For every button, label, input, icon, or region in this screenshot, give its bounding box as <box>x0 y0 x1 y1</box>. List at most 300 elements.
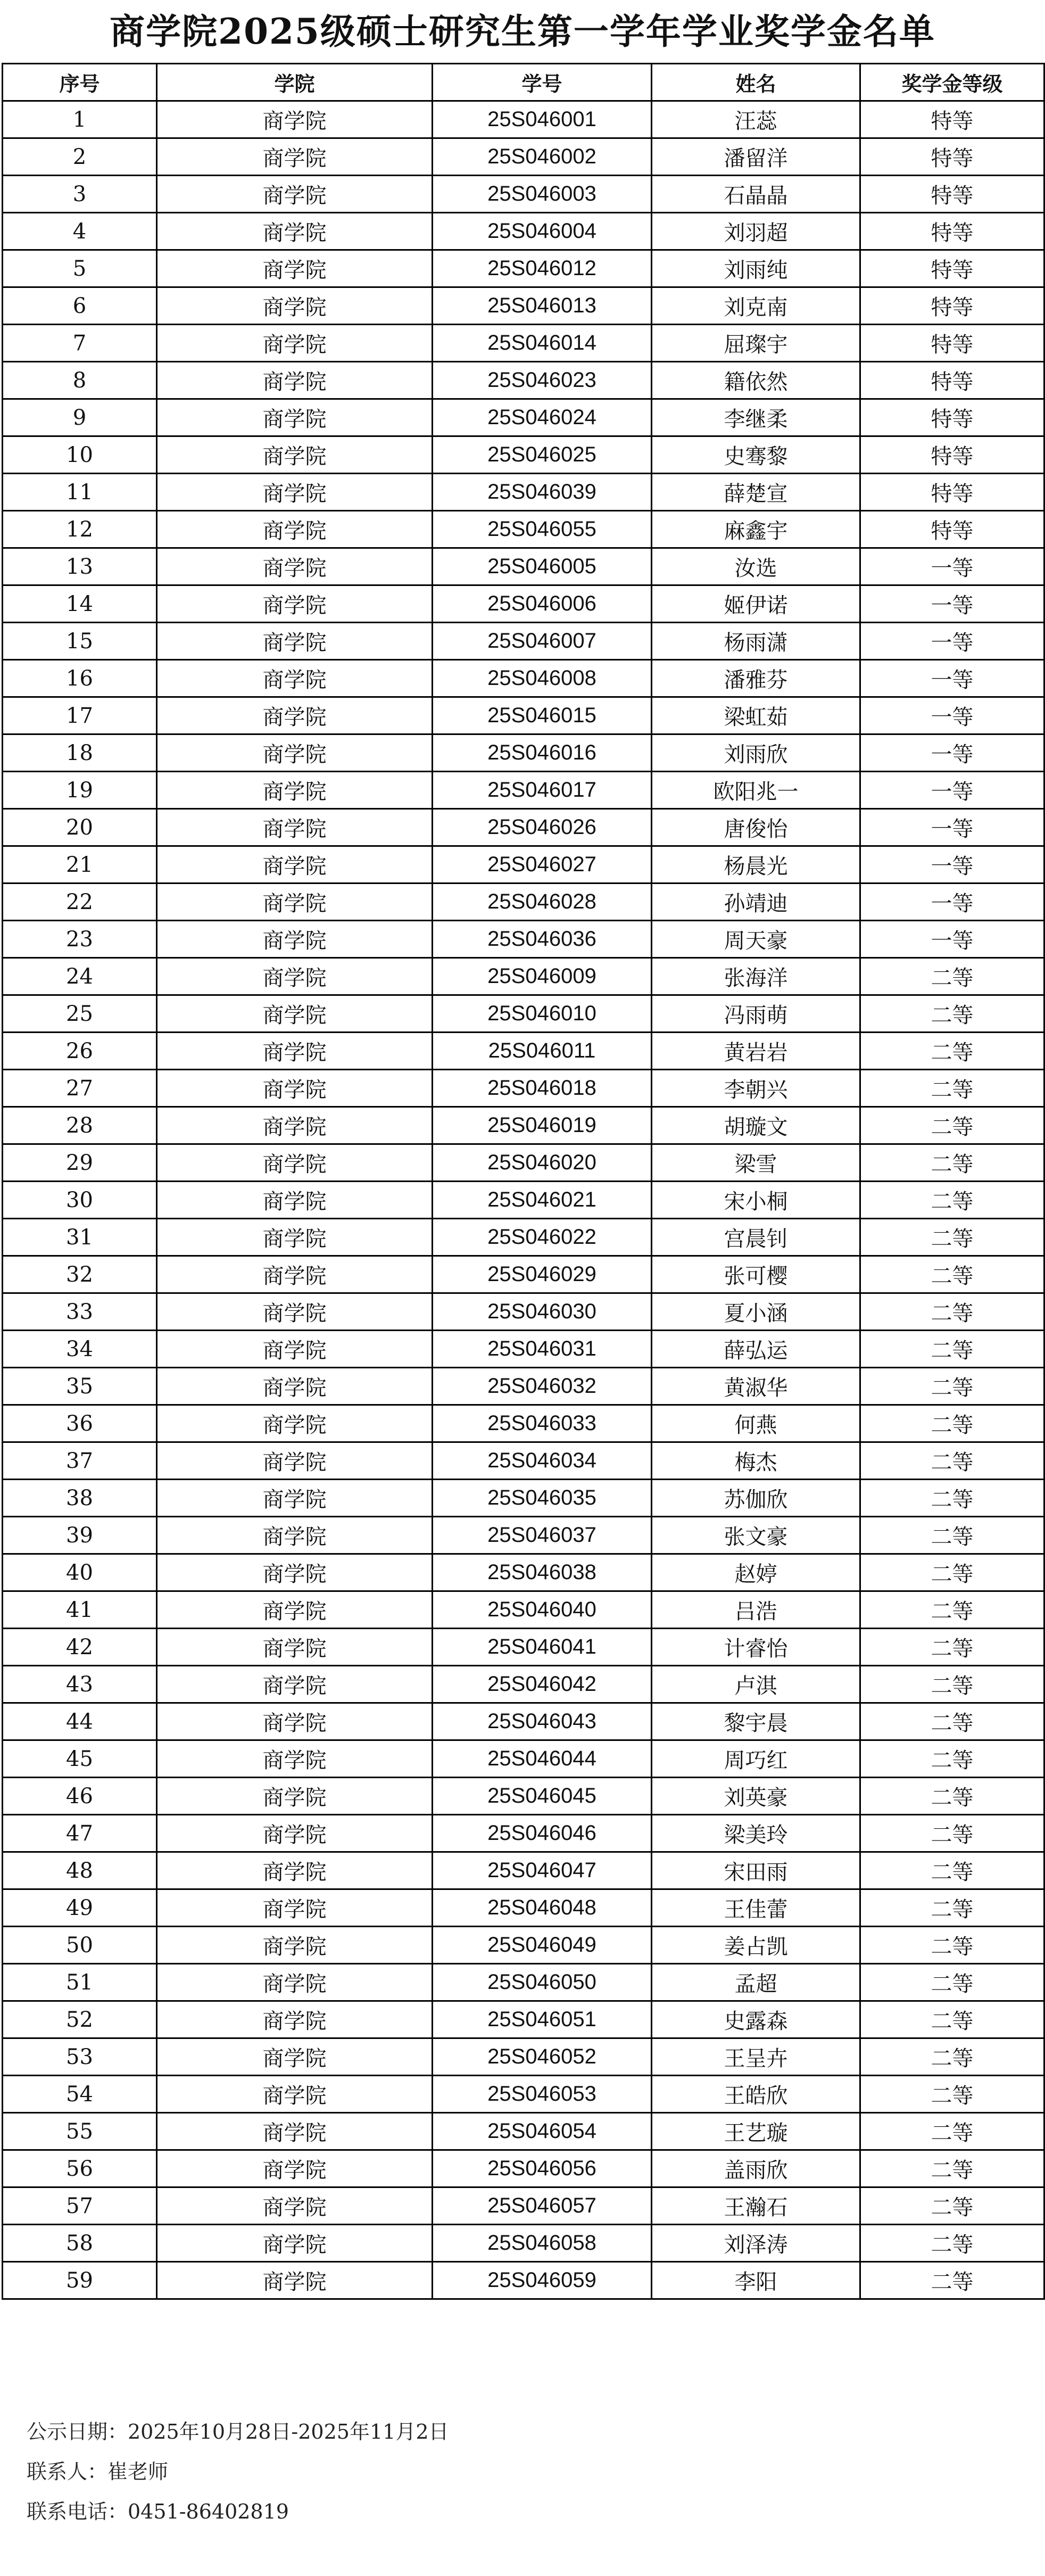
cell-scholarship-level: 特等 <box>860 399 1044 436</box>
table-row <box>3 2076 1044 2113</box>
cell-name: 何燕 <box>652 1405 860 1442</box>
cell-index: 46 <box>3 1778 157 1815</box>
cell-index: 55 <box>3 2113 157 2150</box>
cell-student-id: 25S046024 <box>433 399 652 436</box>
table-row <box>3 884 1044 921</box>
cell-scholarship-level: 一等 <box>860 809 1044 846</box>
cell-index: 26 <box>3 1033 157 1070</box>
cell-college: 商学院 <box>157 250 433 287</box>
cell-college: 商学院 <box>157 1070 433 1107</box>
cell-name: 周天豪 <box>652 921 860 958</box>
cell-name: 刘羽超 <box>652 213 860 250</box>
cell-index: 15 <box>3 623 157 660</box>
cell-student-id: 25S046021 <box>433 1182 652 1219</box>
table-row <box>3 1927 1044 1964</box>
cell-name: 张文豪 <box>652 1517 860 1554</box>
contact-person: 联系人：崔老师 <box>27 2460 169 2483</box>
table-row <box>3 1293 1044 1331</box>
cell-college: 商学院 <box>157 1927 433 1964</box>
cell-college: 商学院 <box>157 1778 433 1815</box>
cell-college: 商学院 <box>157 2150 433 2187</box>
cell-college: 商学院 <box>157 1964 433 2001</box>
cell-student-id: 25S046023 <box>433 362 652 399</box>
table-row <box>3 1740 1044 1778</box>
cell-name: 孟超 <box>652 1964 860 2001</box>
cell-name: 吕浩 <box>652 1591 860 1629</box>
cell-index: 36 <box>3 1405 157 1442</box>
cell-name: 梅杰 <box>652 1442 860 1480</box>
cell-name: 赵婷 <box>652 1554 860 1591</box>
cell-index: 7 <box>3 325 157 362</box>
cell-name: 刘雨纯 <box>652 250 860 287</box>
cell-scholarship-level: 二等 <box>860 1070 1044 1107</box>
cell-name: 计睿怡 <box>652 1629 860 1666</box>
cell-student-id: 25S046038 <box>433 1554 652 1591</box>
cell-college: 商学院 <box>157 1293 433 1331</box>
cell-scholarship-level: 特等 <box>860 176 1044 213</box>
table-row <box>3 623 1044 660</box>
cell-student-id: 25S046050 <box>433 1964 652 2001</box>
cell-student-id: 25S046056 <box>433 2150 652 2187</box>
cell-college: 商学院 <box>157 884 433 921</box>
cell-student-id: 25S046032 <box>433 1368 652 1405</box>
cell-index: 31 <box>3 1219 157 1256</box>
cell-scholarship-level: 一等 <box>860 921 1044 958</box>
cell-student-id: 25S046012 <box>433 250 652 287</box>
cell-scholarship-level: 二等 <box>860 1778 1044 1815</box>
cell-index: 19 <box>3 772 157 809</box>
cell-student-id: 25S046048 <box>433 1889 652 1927</box>
cell-scholarship-level: 二等 <box>860 1964 1044 2001</box>
cell-scholarship-level: 二等 <box>860 1182 1044 1219</box>
cell-name: 王瀚石 <box>652 2187 860 2225</box>
cell-name: 杨晨光 <box>652 846 860 884</box>
cell-scholarship-level: 特等 <box>860 325 1044 362</box>
table-row <box>3 213 1044 250</box>
cell-name: 张可樱 <box>652 1256 860 1293</box>
cell-college: 商学院 <box>157 772 433 809</box>
cell-college: 商学院 <box>157 1815 433 1852</box>
cell-scholarship-level: 二等 <box>860 2150 1044 2187</box>
cell-college: 商学院 <box>157 2225 433 2262</box>
cell-college: 商学院 <box>157 1033 433 1070</box>
cell-student-id: 25S046039 <box>433 474 652 511</box>
document-title: 商学院2025级硕士研究生第一学年学业奖学金名单 <box>110 11 935 52</box>
table-row <box>3 1964 1044 2001</box>
cell-index: 3 <box>3 176 157 213</box>
cell-college: 商学院 <box>157 585 433 623</box>
cell-index: 30 <box>3 1182 157 1219</box>
cell-college: 商学院 <box>157 995 433 1033</box>
cell-name: 杨雨潇 <box>652 623 860 660</box>
cell-name: 张海洋 <box>652 958 860 995</box>
cell-name: 苏伽欣 <box>652 1480 860 1517</box>
cell-college: 商学院 <box>157 362 433 399</box>
cell-name: 欧阳兆一 <box>652 772 860 809</box>
cell-student-id: 25S046036 <box>433 921 652 958</box>
cell-name: 王皓欣 <box>652 2076 860 2113</box>
cell-name: 卢淇 <box>652 1666 860 1703</box>
cell-scholarship-level: 二等 <box>860 2001 1044 2038</box>
cell-name: 史骞黎 <box>652 436 860 474</box>
cell-scholarship-level: 二等 <box>860 1927 1044 1964</box>
cell-scholarship-level: 二等 <box>860 2038 1044 2076</box>
cell-student-id: 25S046037 <box>433 1517 652 1554</box>
cell-scholarship-level: 二等 <box>860 1144 1044 1182</box>
cell-index: 35 <box>3 1368 157 1405</box>
cell-college: 商学院 <box>157 1219 433 1256</box>
cell-index: 51 <box>3 1964 157 2001</box>
cell-index: 42 <box>3 1629 157 1666</box>
cell-scholarship-level: 特等 <box>860 101 1044 138</box>
table-row <box>3 1480 1044 1517</box>
cell-student-id: 25S046041 <box>433 1629 652 1666</box>
table-row <box>3 1107 1044 1144</box>
cell-index: 57 <box>3 2187 157 2225</box>
table-row <box>3 138 1044 176</box>
table-row <box>3 1331 1044 1368</box>
cell-college: 商学院 <box>157 1256 433 1293</box>
cell-scholarship-level: 二等 <box>860 1554 1044 1591</box>
table-row <box>3 1219 1044 1256</box>
table-row <box>3 995 1044 1033</box>
table-row <box>3 1591 1044 1629</box>
cell-scholarship-level: 二等 <box>860 1033 1044 1070</box>
cell-index: 52 <box>3 2001 157 2038</box>
cell-index: 22 <box>3 884 157 921</box>
cell-name: 冯雨萌 <box>652 995 860 1033</box>
table-row <box>3 921 1044 958</box>
cell-college: 商学院 <box>157 1554 433 1591</box>
cell-student-id: 25S046030 <box>433 1293 652 1331</box>
cell-student-id: 25S046005 <box>433 548 652 585</box>
cell-college: 商学院 <box>157 325 433 362</box>
cell-scholarship-level: 二等 <box>860 1852 1044 1889</box>
cell-name: 刘泽涛 <box>652 2225 860 2262</box>
table-row <box>3 250 1044 287</box>
table-row <box>3 325 1044 362</box>
cell-scholarship-level: 二等 <box>860 958 1044 995</box>
cell-name: 汝选 <box>652 548 860 585</box>
cell-college: 商学院 <box>157 1442 433 1480</box>
cell-scholarship-level: 二等 <box>860 1666 1044 1703</box>
cell-scholarship-level: 二等 <box>860 1815 1044 1852</box>
cell-name: 李朝兴 <box>652 1070 860 1107</box>
cell-college: 商学院 <box>157 623 433 660</box>
cell-student-id: 25S046026 <box>433 809 652 846</box>
cell-name: 屈璨宇 <box>652 325 860 362</box>
cell-scholarship-level: 特等 <box>860 362 1044 399</box>
cell-scholarship-level: 二等 <box>860 1219 1044 1256</box>
cell-index: 20 <box>3 809 157 846</box>
table-row <box>3 1368 1044 1405</box>
table-row <box>3 511 1044 548</box>
cell-name: 薛楚宣 <box>652 474 860 511</box>
cell-student-id: 25S046002 <box>433 138 652 176</box>
table-row <box>3 697 1044 734</box>
cell-name: 宫晨钊 <box>652 1219 860 1256</box>
cell-student-id: 25S046028 <box>433 884 652 921</box>
table-row <box>3 772 1044 809</box>
cell-college: 商学院 <box>157 1852 433 1889</box>
cell-index: 34 <box>3 1331 157 1368</box>
cell-name: 薛弘运 <box>652 1331 860 1368</box>
cell-student-id: 25S046015 <box>433 697 652 734</box>
table-row <box>3 2262 1044 2299</box>
cell-index: 28 <box>3 1107 157 1144</box>
cell-name: 刘克南 <box>652 287 860 325</box>
cell-student-id: 25S046035 <box>433 1480 652 1517</box>
cell-student-id: 25S046007 <box>433 623 652 660</box>
cell-index: 47 <box>3 1815 157 1852</box>
notice-period: 公示日期：2025年10月28日-2025年11月2日 <box>27 2420 449 2443</box>
cell-college: 商学院 <box>157 734 433 772</box>
cell-name: 麻鑫宇 <box>652 511 860 548</box>
cell-index: 21 <box>3 846 157 884</box>
cell-name: 黎宇晨 <box>652 1703 860 1740</box>
cell-scholarship-level: 一等 <box>860 585 1044 623</box>
cell-index: 23 <box>3 921 157 958</box>
cell-index: 33 <box>3 1293 157 1331</box>
cell-student-id: 25S046020 <box>433 1144 652 1182</box>
cell-index: 27 <box>3 1070 157 1107</box>
table-row <box>3 1815 1044 1852</box>
cell-student-id: 25S046042 <box>433 1666 652 1703</box>
cell-college: 商学院 <box>157 1666 433 1703</box>
table-row <box>3 2187 1044 2225</box>
cell-student-id: 25S046043 <box>433 1703 652 1740</box>
cell-scholarship-level: 一等 <box>860 772 1044 809</box>
cell-name: 梁虹茹 <box>652 697 860 734</box>
cell-name: 周巧红 <box>652 1740 860 1778</box>
cell-index: 58 <box>3 2225 157 2262</box>
cell-college: 商学院 <box>157 1629 433 1666</box>
cell-scholarship-level: 二等 <box>860 1293 1044 1331</box>
cell-student-id: 25S046034 <box>433 1442 652 1480</box>
cell-scholarship-level: 一等 <box>860 660 1044 697</box>
cell-student-id: 25S046004 <box>433 213 652 250</box>
cell-scholarship-level: 特等 <box>860 138 1044 176</box>
table-row <box>3 585 1044 623</box>
cell-student-id: 25S046045 <box>433 1778 652 1815</box>
cell-student-id: 25S046029 <box>433 1256 652 1293</box>
cell-name: 梁美玲 <box>652 1815 860 1852</box>
cell-index: 1 <box>3 101 157 138</box>
cell-index: 16 <box>3 660 157 697</box>
cell-index: 53 <box>3 2038 157 2076</box>
cell-index: 40 <box>3 1554 157 1591</box>
cell-student-id: 25S046025 <box>433 436 652 474</box>
cell-scholarship-level: 二等 <box>860 2262 1044 2299</box>
cell-student-id: 25S046054 <box>433 2113 652 2150</box>
cell-student-id: 25S046058 <box>433 2225 652 2262</box>
contact-phone: 联系电话：0451-86402819 <box>27 2500 289 2523</box>
cell-scholarship-level: 二等 <box>860 1442 1044 1480</box>
cell-name: 宋田雨 <box>652 1852 860 1889</box>
cell-name: 汪蕊 <box>652 101 860 138</box>
cell-scholarship-level: 二等 <box>860 1591 1044 1629</box>
cell-name: 刘雨欣 <box>652 734 860 772</box>
table-row <box>3 1182 1044 1219</box>
cell-index: 6 <box>3 287 157 325</box>
table-row <box>3 2225 1044 2262</box>
cell-student-id: 25S046031 <box>433 1331 652 1368</box>
cell-name: 宋小桐 <box>652 1182 860 1219</box>
cell-name: 黄岩岩 <box>652 1033 860 1070</box>
cell-index: 49 <box>3 1889 157 1927</box>
cell-student-id: 25S046019 <box>433 1107 652 1144</box>
cell-student-id: 25S046008 <box>433 660 652 697</box>
table-row <box>3 548 1044 585</box>
cell-index: 44 <box>3 1703 157 1740</box>
cell-index: 13 <box>3 548 157 585</box>
cell-student-id: 25S046018 <box>433 1070 652 1107</box>
table-row <box>3 2001 1044 2038</box>
cell-scholarship-level: 一等 <box>860 548 1044 585</box>
cell-scholarship-level: 二等 <box>860 1629 1044 1666</box>
cell-index: 32 <box>3 1256 157 1293</box>
table-row <box>3 362 1044 399</box>
cell-college: 商学院 <box>157 399 433 436</box>
cell-student-id: 25S046003 <box>433 176 652 213</box>
table-row <box>3 399 1044 436</box>
scholarship-table <box>2 63 1045 2300</box>
cell-index: 48 <box>3 1852 157 1889</box>
cell-index: 54 <box>3 2076 157 2113</box>
cell-name: 王佳蕾 <box>652 1889 860 1927</box>
cell-college: 商学院 <box>157 1591 433 1629</box>
cell-college: 商学院 <box>157 436 433 474</box>
cell-college: 商学院 <box>157 846 433 884</box>
table-header-row <box>3 64 1044 101</box>
cell-student-id: 25S046051 <box>433 2001 652 2038</box>
cell-index: 2 <box>3 138 157 176</box>
cell-student-id: 25S046027 <box>433 846 652 884</box>
cell-name: 史露森 <box>652 2001 860 2038</box>
cell-student-id: 25S046014 <box>433 325 652 362</box>
cell-index: 41 <box>3 1591 157 1629</box>
table-row <box>3 2038 1044 2076</box>
cell-college: 商学院 <box>157 2187 433 2225</box>
cell-name: 李阳 <box>652 2262 860 2299</box>
cell-name: 黄淑华 <box>652 1368 860 1405</box>
cell-scholarship-level: 一等 <box>860 623 1044 660</box>
cell-college: 商学院 <box>157 1331 433 1368</box>
header-name: 姓名 <box>652 64 860 101</box>
cell-name: 孙靖迪 <box>652 884 860 921</box>
cell-index: 9 <box>3 399 157 436</box>
cell-student-id: 25S046009 <box>433 958 652 995</box>
cell-student-id: 25S046055 <box>433 511 652 548</box>
table-row <box>3 958 1044 995</box>
cell-scholarship-level: 二等 <box>860 1405 1044 1442</box>
table-row <box>3 1033 1044 1070</box>
cell-college: 商学院 <box>157 1740 433 1778</box>
cell-scholarship-level: 二等 <box>860 1107 1044 1144</box>
cell-scholarship-level: 特等 <box>860 250 1044 287</box>
table-row <box>3 1703 1044 1740</box>
cell-scholarship-level: 二等 <box>860 1256 1044 1293</box>
cell-college: 商学院 <box>157 511 433 548</box>
cell-name: 梁雪 <box>652 1144 860 1182</box>
cell-student-id: 25S046049 <box>433 1927 652 1964</box>
table-row <box>3 2113 1044 2150</box>
cell-college: 商学院 <box>157 1480 433 1517</box>
cell-name: 刘英豪 <box>652 1778 860 1815</box>
table-row <box>3 1405 1044 1442</box>
cell-index: 18 <box>3 734 157 772</box>
cell-student-id: 25S046057 <box>433 2187 652 2225</box>
table-row <box>3 1554 1044 1591</box>
table-row <box>3 1852 1044 1889</box>
table-row <box>3 1256 1044 1293</box>
cell-college: 商学院 <box>157 1889 433 1927</box>
cell-scholarship-level: 二等 <box>860 1889 1044 1927</box>
cell-index: 8 <box>3 362 157 399</box>
table-row <box>3 809 1044 846</box>
table-row <box>3 1144 1044 1182</box>
cell-college: 商学院 <box>157 1405 433 1442</box>
cell-index: 37 <box>3 1442 157 1480</box>
cell-college: 商学院 <box>157 213 433 250</box>
cell-student-id: 25S046052 <box>433 2038 652 2076</box>
cell-college: 商学院 <box>157 809 433 846</box>
cell-college: 商学院 <box>157 1703 433 1740</box>
footer <box>27 2412 1016 2532</box>
cell-college: 商学院 <box>157 1107 433 1144</box>
header-index: 序号 <box>3 64 157 101</box>
cell-index: 29 <box>3 1144 157 1182</box>
cell-scholarship-level: 二等 <box>860 1517 1044 1554</box>
table-row <box>3 1442 1044 1480</box>
cell-scholarship-level: 二等 <box>860 1703 1044 1740</box>
table-row <box>3 101 1044 138</box>
table-body <box>3 101 1044 2299</box>
cell-college: 商学院 <box>157 1144 433 1182</box>
cell-college: 商学院 <box>157 474 433 511</box>
cell-scholarship-level: 特等 <box>860 436 1044 474</box>
cell-index: 38 <box>3 1480 157 1517</box>
cell-name: 盖雨欣 <box>652 2150 860 2187</box>
table-row <box>3 2150 1044 2187</box>
cell-name: 胡璇文 <box>652 1107 860 1144</box>
cell-index: 39 <box>3 1517 157 1554</box>
table-row <box>3 1778 1044 1815</box>
cell-student-id: 25S046011 <box>433 1033 652 1070</box>
cell-scholarship-level: 二等 <box>860 1480 1044 1517</box>
cell-college: 商学院 <box>157 138 433 176</box>
table-row <box>3 176 1044 213</box>
cell-scholarship-level: 一等 <box>860 884 1044 921</box>
table-row <box>3 660 1044 697</box>
cell-scholarship-level: 一等 <box>860 697 1044 734</box>
cell-college: 商学院 <box>157 2113 433 2150</box>
cell-scholarship-level: 二等 <box>860 2187 1044 2225</box>
cell-college: 商学院 <box>157 1368 433 1405</box>
cell-scholarship-level: 二等 <box>860 1368 1044 1405</box>
cell-index: 11 <box>3 474 157 511</box>
cell-index: 45 <box>3 1740 157 1778</box>
cell-college: 商学院 <box>157 2262 433 2299</box>
cell-scholarship-level: 二等 <box>860 2225 1044 2262</box>
cell-index: 5 <box>3 250 157 287</box>
cell-college: 商学院 <box>157 1517 433 1554</box>
cell-scholarship-level: 一等 <box>860 734 1044 772</box>
cell-student-id: 25S046046 <box>433 1815 652 1852</box>
table-row <box>3 1666 1044 1703</box>
cell-name: 姬伊诺 <box>652 585 860 623</box>
cell-college: 商学院 <box>157 958 433 995</box>
